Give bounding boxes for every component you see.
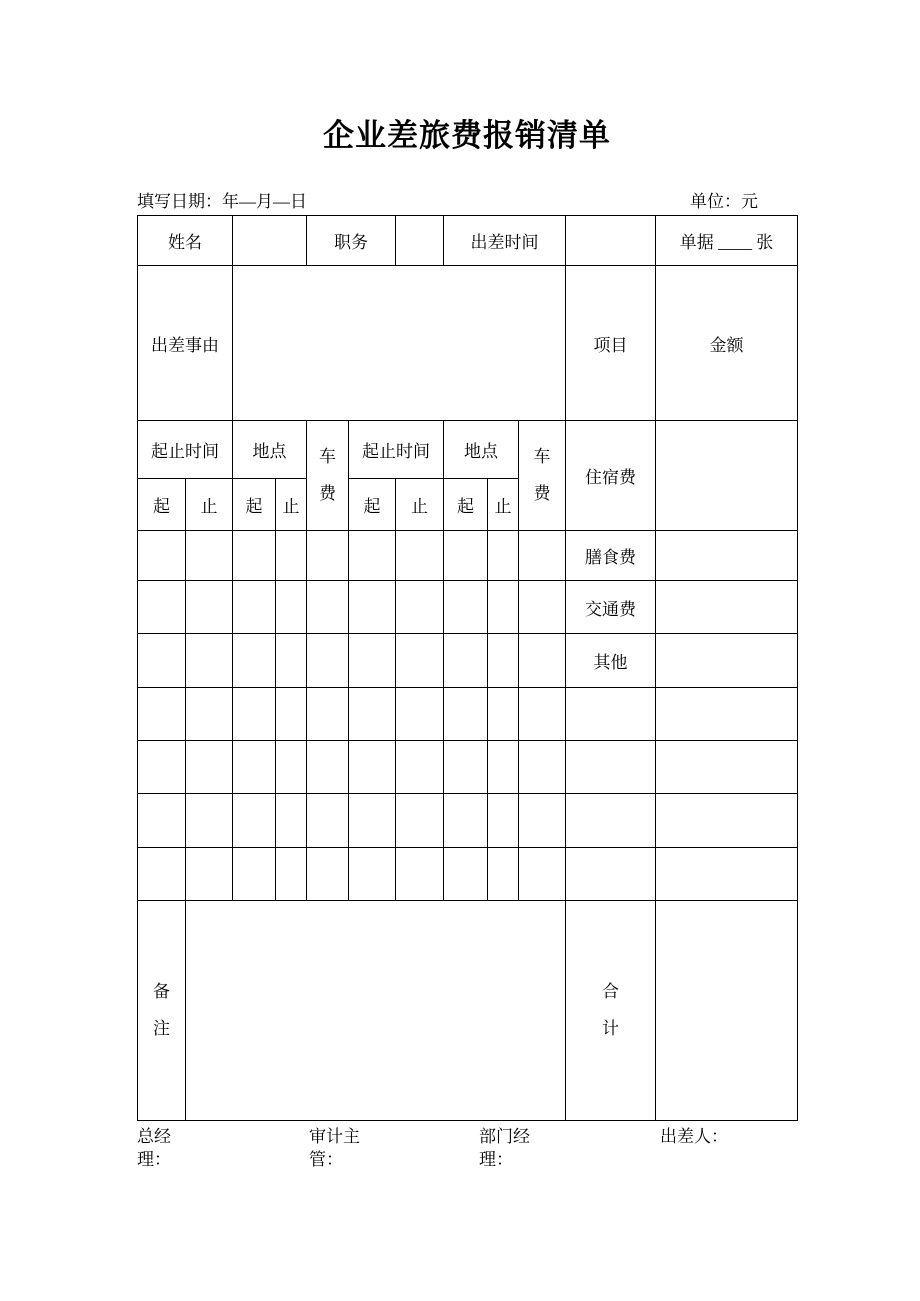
grid-cell — [233, 581, 276, 634]
fill-date-label: 填写日期：年—月—日 — [137, 192, 307, 211]
grid-cell — [488, 581, 519, 634]
receipts-cell: 单据 ____ 张 — [656, 216, 798, 266]
start-header-cell: 起 — [233, 479, 276, 531]
grid-cell — [349, 581, 396, 634]
grid-cell — [186, 531, 233, 581]
grid-cell — [519, 794, 566, 848]
table-row — [138, 688, 798, 741]
grid-cell — [276, 741, 307, 794]
grid-cell — [349, 794, 396, 848]
fare-header-cell — [307, 421, 349, 531]
grid-cell — [488, 688, 519, 741]
start-header-cell: 起 — [138, 479, 186, 531]
grid-cell — [519, 741, 566, 794]
grid-cell — [186, 741, 233, 794]
signature-general-manager: 总经理： — [137, 1127, 171, 1169]
expense-other-amount-cell — [656, 634, 798, 688]
grid-cell — [186, 848, 233, 901]
grid-cell — [519, 688, 566, 741]
grid-cell — [444, 634, 488, 688]
end-header-cell: 止 — [276, 479, 307, 531]
grid-cell — [233, 531, 276, 581]
remark-label-cell — [138, 901, 186, 1121]
grid-cell — [233, 741, 276, 794]
grid-cell — [656, 688, 798, 741]
grid-cell — [307, 634, 349, 688]
table-row — [138, 216, 798, 266]
grid-cell — [656, 848, 798, 901]
grid-cell — [138, 848, 186, 901]
amount-header-cell: 金额 — [656, 266, 798, 421]
table-row — [138, 741, 798, 794]
time-range-header-cell: 起止时间 — [138, 421, 233, 479]
grid-cell — [276, 688, 307, 741]
table-row — [138, 531, 798, 581]
grid-cell — [519, 634, 566, 688]
grid-cell — [307, 794, 349, 848]
grid-cell — [566, 688, 656, 741]
grid-cell — [349, 634, 396, 688]
grid-cell — [444, 688, 488, 741]
grid-cell — [656, 794, 798, 848]
grid-cell — [444, 741, 488, 794]
position-label-cell: 职务 — [307, 216, 396, 266]
grid-cell — [276, 634, 307, 688]
start-header-cell: 起 — [349, 479, 396, 531]
grid-cell — [138, 581, 186, 634]
start-header-cell: 起 — [444, 479, 488, 531]
reason-input-cell — [233, 266, 566, 421]
grid-cell — [276, 581, 307, 634]
table-row — [138, 848, 798, 901]
fare-vertical-label: 车费 — [533, 446, 551, 503]
total-amount-cell — [656, 901, 798, 1121]
position-input-cell — [396, 216, 444, 266]
grid-cell — [444, 581, 488, 634]
expense-transport-cell: 交通费 — [566, 581, 656, 634]
table-row — [138, 421, 798, 479]
grid-cell — [233, 848, 276, 901]
end-header-cell: 止 — [488, 479, 519, 531]
total-label-cell — [566, 901, 656, 1121]
grid-cell — [566, 794, 656, 848]
expense-lodging-cell: 住宿费 — [566, 421, 656, 531]
grid-cell — [488, 531, 519, 581]
fare-vertical-label: 车费 — [319, 446, 336, 503]
grid-cell — [566, 848, 656, 901]
grid-cell — [276, 848, 307, 901]
grid-cell — [138, 688, 186, 741]
name-label-cell: 姓名 — [138, 216, 233, 266]
unit-label: 单位：元 — [690, 192, 758, 211]
page-title: 企业差旅费报销清单 — [323, 118, 611, 153]
grid-cell — [519, 581, 566, 634]
table-row — [138, 794, 798, 848]
trip-time-label-cell: 出差时间 — [444, 216, 566, 266]
expense-form-table — [137, 215, 798, 1121]
remark-vertical-label: 备注 — [153, 981, 170, 1038]
grid-cell — [276, 794, 307, 848]
expense-other-cell: 其他 — [566, 634, 656, 688]
grid-cell — [138, 741, 186, 794]
trip-time-input-cell — [566, 216, 656, 266]
end-header-cell: 止 — [186, 479, 233, 531]
grid-cell — [307, 688, 349, 741]
expense-lodging-amount-cell — [656, 421, 798, 531]
grid-cell — [566, 741, 656, 794]
total-vertical-label: 合计 — [602, 981, 619, 1038]
grid-cell — [307, 531, 349, 581]
location-header-cell: 地点 — [444, 421, 519, 479]
fare-header-cell — [519, 421, 566, 531]
grid-cell — [307, 581, 349, 634]
table-row — [138, 901, 798, 1121]
grid-cell — [186, 634, 233, 688]
grid-cell — [396, 634, 444, 688]
table-row — [138, 634, 798, 688]
grid-cell — [396, 688, 444, 741]
table-row — [138, 266, 798, 421]
grid-cell — [396, 741, 444, 794]
grid-cell — [186, 688, 233, 741]
grid-cell — [138, 794, 186, 848]
grid-cell — [488, 848, 519, 901]
grid-cell — [233, 634, 276, 688]
signature-audit-supervisor: 审计主管： — [309, 1127, 360, 1169]
grid-cell — [519, 848, 566, 901]
table-row — [138, 581, 798, 634]
grid-cell — [186, 581, 233, 634]
grid-cell — [488, 634, 519, 688]
grid-cell — [396, 581, 444, 634]
expense-meals-amount-cell — [656, 531, 798, 581]
grid-cell — [233, 794, 276, 848]
location-header-cell: 地点 — [233, 421, 307, 479]
grid-cell — [276, 531, 307, 581]
grid-cell — [307, 741, 349, 794]
grid-cell — [307, 848, 349, 901]
signature-traveler: 出差人： — [660, 1127, 728, 1146]
grid-cell — [396, 794, 444, 848]
end-header-cell: 止 — [396, 479, 444, 531]
grid-cell — [488, 741, 519, 794]
expense-meals-cell: 膳食费 — [566, 531, 656, 581]
grid-cell — [349, 741, 396, 794]
grid-cell — [488, 794, 519, 848]
signature-department-manager: 部门经理： — [479, 1127, 530, 1169]
grid-cell — [138, 531, 186, 581]
grid-cell — [519, 531, 566, 581]
grid-cell — [349, 531, 396, 581]
remark-input-cell — [186, 901, 566, 1121]
grid-cell — [444, 531, 488, 581]
time-range-header-cell: 起止时间 — [349, 421, 444, 479]
grid-cell — [349, 688, 396, 741]
grid-cell — [349, 848, 396, 901]
grid-cell — [233, 688, 276, 741]
grid-cell — [444, 794, 488, 848]
grid-cell — [396, 531, 444, 581]
reason-label-cell: 出差事由 — [138, 266, 233, 421]
grid-cell — [656, 741, 798, 794]
expense-transport-amount-cell — [656, 581, 798, 634]
grid-cell — [396, 848, 444, 901]
grid-cell — [186, 794, 233, 848]
grid-cell — [444, 848, 488, 901]
grid-cell — [138, 634, 186, 688]
project-header-cell: 项目 — [566, 266, 656, 421]
name-input-cell — [233, 216, 307, 266]
